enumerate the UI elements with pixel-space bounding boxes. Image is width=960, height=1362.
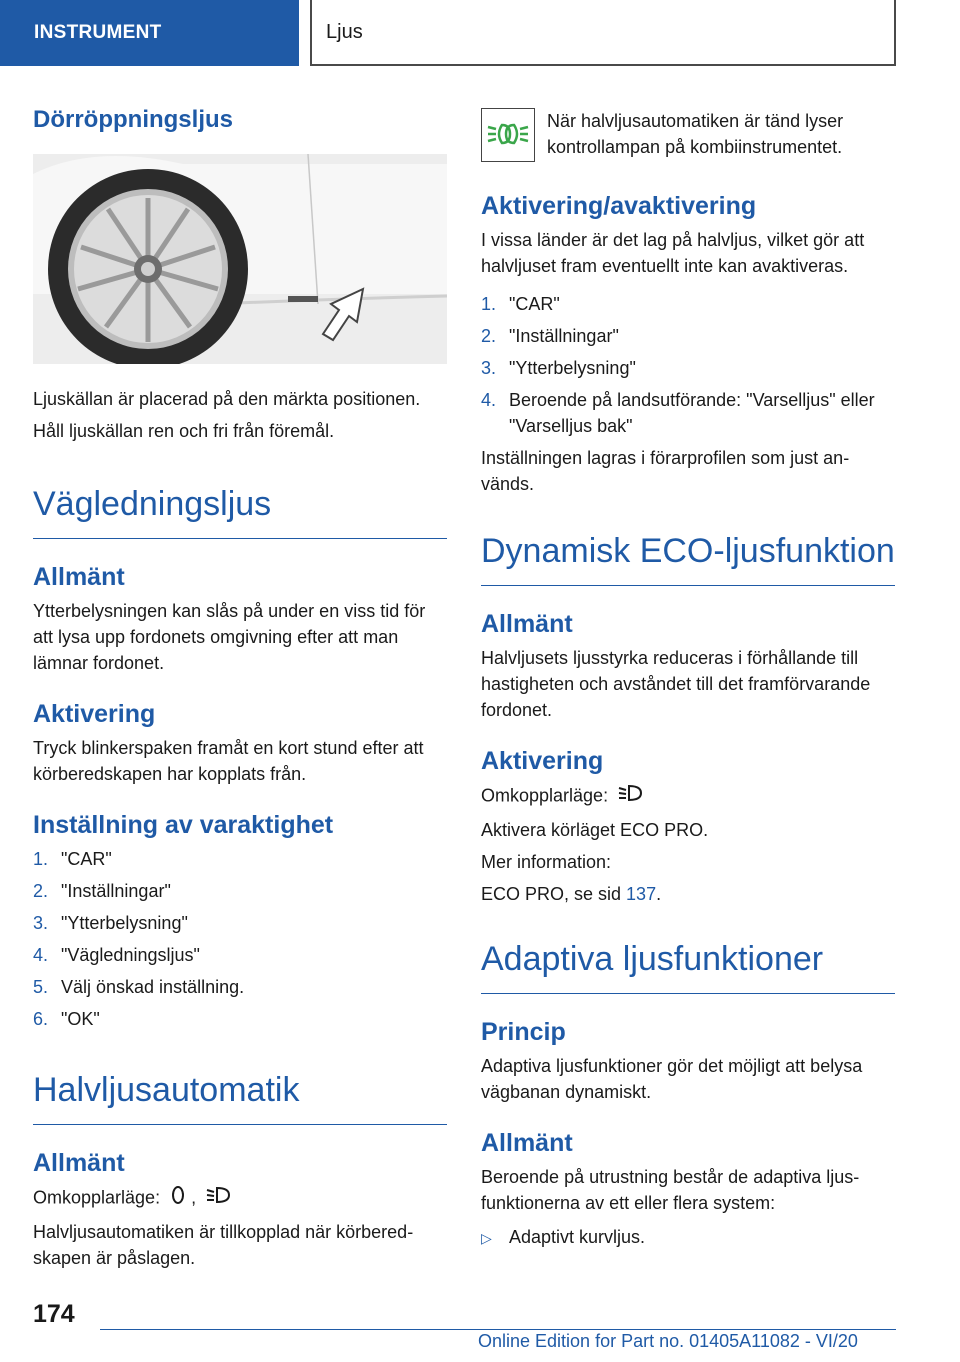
general-text: Ytterbelysningen kan slås på under en viss tid för att lysa upp fordonets omgivning efter att man lämnar fordonet.	[33, 601, 426, 674]
page-reference-link[interactable]: 137	[626, 884, 657, 905]
activation-text: Tryck blinkerspaken framåt en kort stund efter att körberedskapen har kopplats från.	[33, 738, 424, 785]
duration-setting-subheading: Inställning av varaktighet	[33, 811, 334, 840]
eco-general-text: Halvljusets ljusstyrka reduceras i förhållande till hastigheten och avståndet till det framförvarande fordonet.	[481, 648, 871, 721]
eco-light-heading: Dynamisk ECO-ljusfunktion	[481, 531, 895, 586]
eco-reference-line: ECO PRO, se sid 137.	[481, 884, 662, 905]
list-item: 6. "OK"	[33, 1009, 100, 1030]
guide-light-heading: Vägledningsljus	[33, 484, 447, 539]
right-column	[481, 96, 895, 1251]
left-column	[33, 96, 447, 1271]
activation-deactivation-subheading: Aktivering/avaktivering	[481, 192, 757, 220]
list-item: 3. "Ytterbelysning"	[481, 358, 636, 378]
duration-steps-list	[33, 846, 447, 1032]
door-light-illustration	[33, 154, 447, 364]
activation-deactivation-text: I vissa länder är det lag på halvljus, vilket gör att halvljuset fram eventuellt inte kan avaktiveras.	[481, 230, 865, 276]
list-item: ▷ Adaptivt kurvljus.	[481, 1224, 895, 1251]
triangle-bullet-icon: ▷	[481, 1230, 492, 1247]
low-beam-auto-indicator-icon	[481, 108, 535, 162]
eco-activation-text: Aktivera körläget ECO PRO.	[481, 820, 709, 841]
principle-subheading: Princip	[481, 1018, 566, 1047]
light-switch-auto-icon	[169, 1184, 187, 1213]
activation-subheading: Aktivering	[33, 700, 156, 729]
door-light-text-2: Håll ljuskällan ren och fri från föremål.	[33, 421, 335, 441]
eco-switch-position-line: Omkopplarläge:	[481, 782, 895, 811]
list-item: 4. Beroende på landsutförande: "Varselljus" eller "Varselljus bak"	[481, 390, 875, 436]
page-number: 174	[33, 1300, 75, 1328]
page-header	[0, 0, 960, 66]
door-light-heading: Dörröppningsljus	[33, 106, 233, 133]
list-item: 1. "CAR"	[481, 294, 560, 314]
list-item: 3. "Ytterbelysning"	[33, 913, 188, 934]
edition-text: Online Edition for Part no. 01405A11082 - VI/20	[478, 1331, 858, 1351]
principle-text: Adaptiva ljusfunktioner gör det möjligt att belysa vägbanan dynamiskt.	[481, 1056, 863, 1103]
auto-low-beam-general-subheading: Allmänt	[33, 1149, 125, 1178]
footer-divider	[100, 1329, 896, 1330]
auto-low-beam-heading: Halvljusautomatik	[33, 1070, 447, 1125]
car-wheel-image	[33, 154, 447, 364]
chapter-title: Ljus	[310, 0, 896, 66]
adaptive-general-text: Beroende på utrustning består de adaptiva ljusfunktionerna av ett eller flera system:	[481, 1167, 860, 1214]
saved-setting-text: Inställningen lagras i förarprofilen som just används.	[481, 448, 850, 494]
general-subheading: Allmänt	[33, 563, 125, 592]
eco-general-subheading: Allmänt	[481, 610, 573, 639]
eco-activation-subheading: Aktivering	[481, 747, 604, 776]
adaptive-general-subheading: Allmänt	[481, 1129, 573, 1158]
list-item: 1. "CAR"	[33, 849, 112, 870]
list-item: 4. "Vägledningsljus"	[33, 945, 200, 966]
list-item: 2. "Inställningar"	[33, 881, 171, 902]
adaptive-light-heading: Adaptiva ljusfunktioner	[481, 939, 895, 994]
light-switch-low-beam-icon	[617, 782, 643, 811]
list-item: 2. "Inställningar"	[481, 326, 619, 346]
switch-position-line: Omkopplarläge: ,	[33, 1184, 447, 1213]
door-light-text-1: Ljuskällan är placerad på den märkta positionen.	[33, 389, 421, 409]
indicator-text: När halvljusautomatiken är tänd lyser kontrollampan på kombiinstrumentet.	[547, 111, 844, 157]
settings-steps-list	[481, 291, 895, 439]
more-info-label: Mer information:	[481, 852, 612, 873]
list-item: 5. Välj önskad inställning.	[33, 977, 245, 998]
auto-low-beam-text: Halvljusautomatiken är tillkopplad när körberedskapen är påslagen.	[33, 1222, 414, 1269]
section-tab: INSTRUMENT	[0, 0, 299, 66]
light-switch-low-beam-icon	[205, 1184, 231, 1213]
